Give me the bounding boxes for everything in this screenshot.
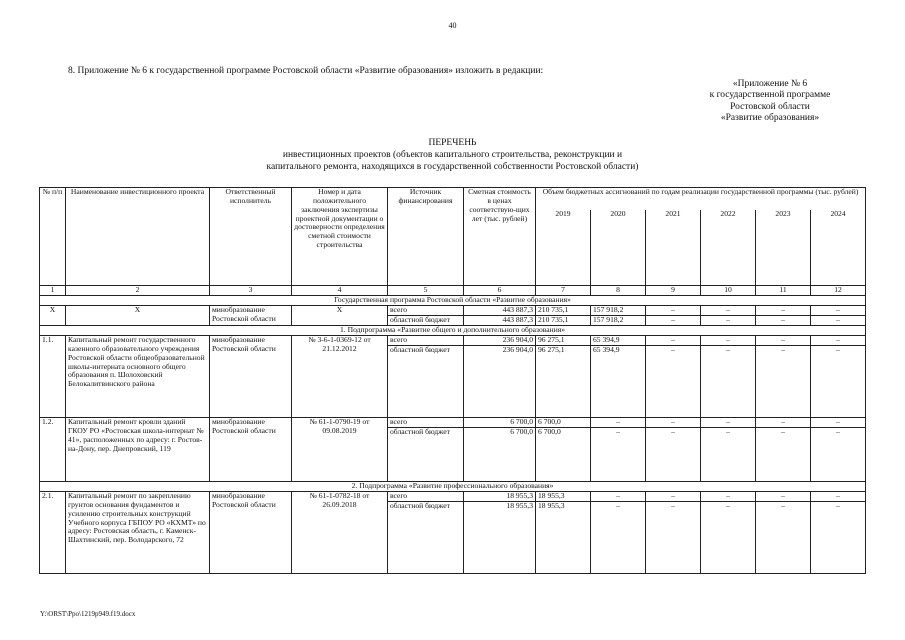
value-cell: 96 275,1 [536,336,591,346]
col-number: 8 [591,286,646,296]
cost-cell: 236 904,0 [464,346,536,418]
value-cell: – [591,428,646,482]
value-cell: – [811,306,866,316]
cost-cell: 18 955,3 [464,502,536,574]
value-cell: 18 955,3 [536,502,591,574]
value-cell: 96 275,1 [536,346,591,418]
project-name: Капитальный ремонт государственного казенного образовательного учреждения Ростовской области общеобразовательной школы-интерната основного общего образования п. Шолоховский Белокалитвинского района [66,336,210,418]
project-executor: минобразование Ростовской области [210,418,292,482]
col-number: 7 [536,286,591,296]
value-cell: – [646,428,701,482]
value-cell: – [701,428,756,482]
value-cell: – [701,346,756,418]
source-cell: областной бюджет [388,428,464,482]
intro-paragraph: 8. Приложение № 6 к государственной программе Ростовской области «Развитие образования» изложить в редакции: [68,66,544,76]
source-cell: всего [388,336,464,346]
page-number: 40 [448,21,457,30]
value-cell: – [646,316,701,326]
project-expertise: № 3-6-1-0369-12 от 21.12.2012 [292,336,388,418]
header-expertise: Номер и дата положительного заключения экспертизы проектной документации о достоверности определения сметной стоимости строительства [292,188,388,286]
value-cell: – [646,418,701,428]
value-cell: 6 700,0 [536,428,591,482]
source-cell: всего [388,306,464,316]
value-cell: 157 918,2 [591,316,646,326]
cost-cell: 6 700,0 [464,418,536,428]
col-number: 2 [66,286,210,296]
value-cell: – [756,428,811,482]
value-cell: 6 700,0 [536,418,591,428]
value-cell: – [646,492,701,502]
value-cell: – [756,336,811,346]
col-number: 1 [40,286,66,296]
source-cell: областной бюджет [388,346,464,418]
header-year: 2020 [591,210,646,286]
value-cell: – [811,502,866,574]
investment-projects-table [39,187,866,574]
project-executor: минобразование Ростовской области [210,492,292,574]
value-cell: – [811,316,866,326]
total-expertise: Х [292,306,388,326]
project-name: Капитальный ремонт кровли зданий ГКОУ РО «Ростовская школа-интернат № 41», расположенных по адресу: г. Ростов-на-Дону, пер. Днепровский, 119 [66,418,210,482]
value-cell: – [756,306,811,316]
appendix-line: «Приложение № 6 [732,79,808,89]
value-cell: – [646,502,701,574]
title-block [0,137,905,173]
value-cell: – [646,346,701,418]
value-cell: – [811,492,866,502]
col-number: 3 [210,286,292,296]
header-budget: Объем бюджетных ассигнований по годам реализации государственной программы (тыс. рублей) [536,188,866,210]
header-cost: Сметная стоимость в ценах соответствую-щих лет (тыс. рублей) [464,188,536,286]
appendix-line: Ростовской области [730,101,810,112]
col-number: 5 [388,286,464,296]
appendix-line: «Развитие образования» [720,112,820,123]
cost-cell: 6 700,0 [464,428,536,482]
header-executor: Ответственный исполнитель [210,188,292,286]
total-executor: минобразование Ростовской области [210,306,292,326]
value-cell: – [701,502,756,574]
cost-cell: 443 887,3 [464,306,536,316]
value-cell: – [591,502,646,574]
header-year: 2019 [536,210,591,286]
appendix-heading [690,79,850,124]
header-num: № п/п [40,188,66,286]
value-cell: 210 735,1 [536,316,591,326]
value-cell: – [756,316,811,326]
value-cell: 157 918,2 [591,306,646,316]
cost-cell: 18 955,3 [464,492,536,502]
col-number: 11 [756,286,811,296]
value-cell: 65 394,9 [591,346,646,418]
value-cell: – [701,492,756,502]
value-cell: – [756,502,811,574]
col-number: 6 [464,286,536,296]
project-num: 1.2. [40,418,66,482]
value-cell: – [701,306,756,316]
value-cell: – [646,336,701,346]
appendix-line: к государственной программе [709,90,831,101]
value-cell: – [591,418,646,428]
project-expertise: № 61-1-0790-19 от 09.08.2019 [292,418,388,482]
col-number: 9 [646,286,701,296]
col-number: 4 [292,286,388,296]
source-cell: областной бюджет [388,502,464,574]
source-cell: областной бюджет [388,316,464,326]
project-num: 2.1. [40,492,66,574]
header-source: Источник финансирования [388,188,464,286]
subprogram-row: 2. Подпрограмма «Развитие профессионального образования» [40,482,866,492]
document-title: ПЕРЕЧЕНЬ [428,138,477,148]
file-path-footer: Y:\ORST\Ppo\1219p949.f19.docx [40,610,136,618]
value-cell: – [811,428,866,482]
value-cell: – [756,418,811,428]
project-executor: минобразование Ростовской области [210,336,292,418]
value-cell: – [756,346,811,418]
value-cell: – [646,306,701,316]
total-name: Х [66,306,210,326]
col-number: 12 [811,286,866,296]
header-name: Наименование инвестиционного проекта [66,188,210,286]
header-year: 2022 [701,210,756,286]
col-number: 10 [701,286,756,296]
value-cell: – [701,336,756,346]
source-cell: всего [388,418,464,428]
value-cell: – [811,418,866,428]
project-expertise: № 61-1-0782-18 от 26.09.2018 [292,492,388,574]
value-cell: 65 394,9 [591,336,646,346]
value-cell: – [701,316,756,326]
document-subtitle: инвестиционных проектов (объектов капитального строительства, реконструкции и [282,150,623,160]
value-cell: 18 955,3 [536,492,591,502]
subprogram-row: 1. Подпрограмма «Развитие общего и дополнительного образования» [40,326,866,336]
value-cell: – [701,418,756,428]
cost-cell: 236 904,0 [464,336,536,346]
source-cell: всего [388,492,464,502]
cost-cell: 443 887,3 [464,316,536,326]
document-subtitle: капитального ремонта, находящихся в государственной собственности Ростовской области) [266,162,639,172]
value-cell: 210 735,1 [536,306,591,316]
program-row: Государственная программа Ростовской области «Развитие образования» [40,296,866,306]
total-num: Х [40,306,66,326]
value-cell: – [756,492,811,502]
project-name: Капитальный ремонт по закреплению грунтов основания фундаментов и усилению строительных конструкций Учебного корпуса ГБПОУ РО «КХМТ» по адресу: Ростовская область, г. Каменск-Шахтинский, пер. Володарского, 72 [66,492,210,574]
project-num: 1.1. [40,336,66,418]
header-year: 2021 [646,210,701,286]
header-year: 2024 [811,210,866,286]
value-cell: – [811,336,866,346]
value-cell: – [811,346,866,418]
value-cell: – [591,492,646,502]
header-year: 2023 [756,210,811,286]
